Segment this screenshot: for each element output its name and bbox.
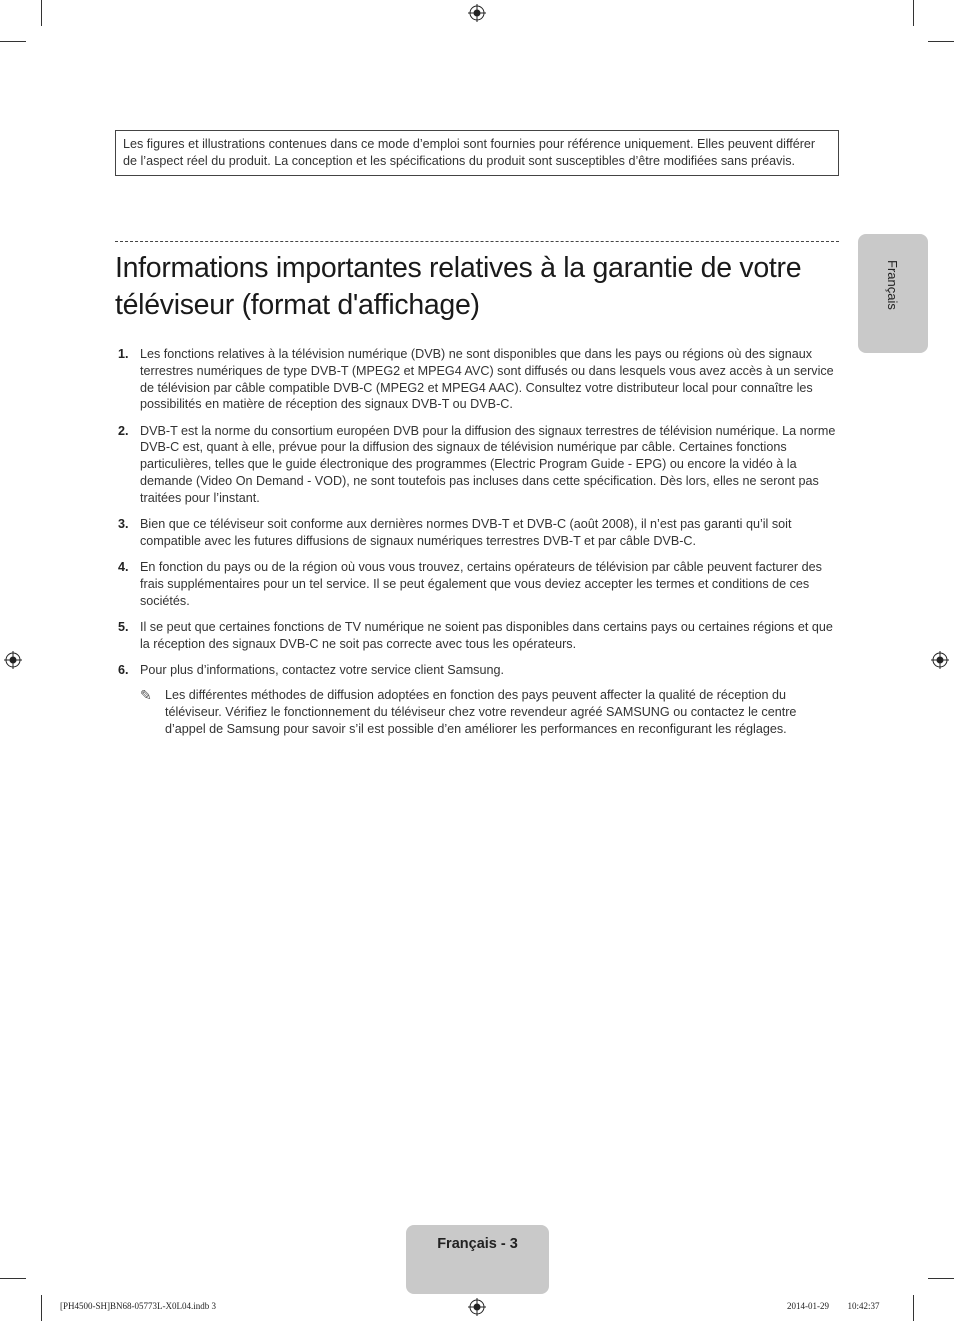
crop-mark (41, 1295, 42, 1321)
list-item (115, 346, 839, 413)
page-number-tab (406, 1225, 549, 1294)
list-item (115, 516, 839, 550)
registration-mark-icon (468, 1298, 486, 1316)
list-item-number: 4. (118, 560, 129, 575)
list-item-text: DVB-T est la norme du consortium européen DVB pour la diffusion des signaux terrestres de télévision numérique. La norme DVB-C est, quant à elle, prévue pour la diffusion des signaux de télévision numérique par câble. Certaines fonctions particulières, telles que le guide électronique des programmes (Electric Program Guide - EPG) ou encore la vidéo à la demande (Video On Demand - VOD), ne sont toutefois pas incluses dans cette spécification. Dès lors, elles ne seront pas traitées pour l’instant. (140, 423, 836, 505)
language-tab-label: Français (885, 260, 900, 310)
crop-mark (913, 1295, 914, 1321)
list-item-text: Bien que ce téléviseur soit conforme aux dernières normes DVB-T et DVB-C (août 2008), il n’est pas garanti qu’il soit compatible avec les futures diffusions de signaux numériques terrestres DVB-T et par câble DVB-C. (140, 517, 792, 548)
crop-mark (913, 0, 914, 26)
crop-mark (0, 41, 26, 42)
list-item-number: 1. (118, 347, 129, 361)
list-item-number: 3. (118, 517, 129, 532)
list-item (115, 619, 839, 653)
section-title: Informations importantes relatives à la garantie de votre téléviseur (format d'affichage) (115, 252, 802, 321)
registration-mark-icon (931, 651, 949, 669)
crop-mark (41, 0, 42, 26)
note-text: Les différentes méthodes de diffusion adoptées en fonction des pays peuvent affecter la qualité de réception du téléviseur. Vérifiez le fonctionnement du téléviseur chez votre revendeur agréé SAMSUNG ou contactez le centre d’appel de Samsung pour savoir s’il est possible d’en améliorer les performances en reconfigurant les réglages. (165, 688, 797, 736)
pencil-icon: ✎ (140, 687, 152, 704)
print-slug-file: [PH4500-SH]BN68-05773L-X0L04.indb 3 (60, 1301, 216, 1311)
page-number-label: Français - 3 (437, 1236, 518, 1252)
warranty-list (115, 346, 839, 747)
list-item-text: En fonction du pays ou de la région où vous vous trouvez, certains opérateurs de télévision par câble peuvent facturer des frais supplémentaires pour un tel service. Il se peut également que vous deviez accepter les termes et conditions de ces sociétés. (140, 560, 822, 608)
language-tab (858, 234, 928, 353)
crop-mark (928, 41, 954, 42)
section-divider (115, 241, 839, 242)
list-item-text: Pour plus d’informations, contactez votre service client Samsung. (140, 663, 504, 678)
list-item (115, 662, 839, 737)
disclaimer-text: Les figures et illustrations contenues dans ce mode d’emploi sont fournies pour référence uniquement. Elles peuvent différer de l’aspect réel du produit. La conception et les spécifications du produit sont susceptibles d’être modifiées sans préavis. (123, 137, 816, 168)
list-item-number: 6. (118, 663, 129, 678)
list-item-text: Les fonctions relatives à la télévision numérique (DVB) ne sont disponibles que dans les pays ou régions où des signaux terrestres numériques de type DVB-T (MPEG2 et MPEG4 AVC) sont diffusés ou dans lesquels vous avez accès à un service de télévision par câble compatible DVB-C (MPEG2 et MPEG4 AAC). Consultez votre distributeur local pour connaître les possibilités en matière de réception des signaux DVB-T ou DVB-C. (140, 347, 834, 412)
list-item-number: 2. (118, 423, 129, 438)
registration-mark-icon (4, 651, 22, 669)
note (140, 687, 839, 737)
crop-mark (928, 1278, 954, 1279)
print-slug-date: 2014-01-29    10:42:37 (787, 1301, 880, 1311)
list-item (115, 559, 839, 609)
list-item (115, 423, 839, 507)
list-item-number: 5. (118, 620, 129, 635)
list-item-text: Il se peut que certaines fonctions de TV numérique ne soient pas disponibles dans certains pays ou certaines régions et que la réception des signaux DVB-C ne soit pas correcte avec tous les opérateurs. (140, 620, 833, 651)
disclaimer-box (115, 130, 839, 176)
crop-mark (0, 1278, 26, 1279)
registration-mark-icon (468, 4, 486, 22)
